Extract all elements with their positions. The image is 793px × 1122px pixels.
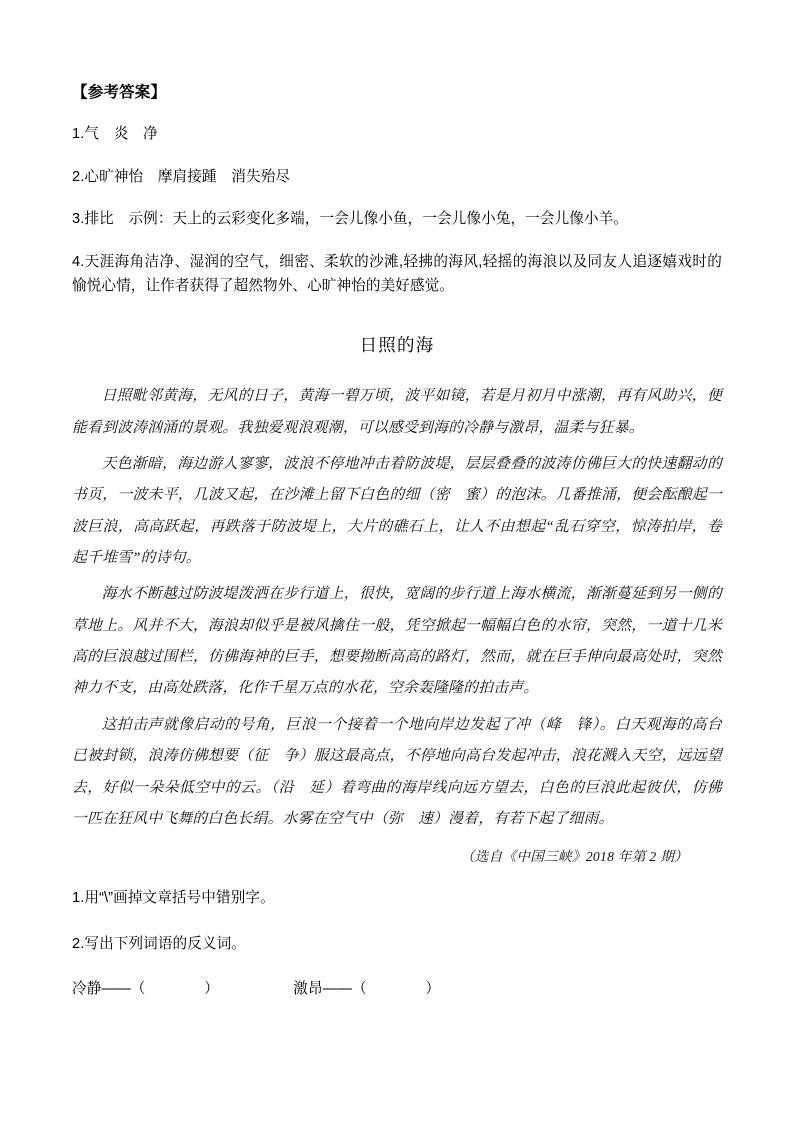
antonym-word-1: 冷静—— <box>72 980 131 997</box>
question-item-2: 2.写出下列词语的反义词。 <box>72 935 247 952</box>
article-title: 日照的海 <box>359 335 435 356</box>
article-paragraph-4: 这拍击声就像启动的号角，巨浪一个接着一个地向岸边发起了冲（峰 锋）。白天观海的高台已被封锁，浪涛仿佛想要（征 争）服这最高点，不停地向高台发起冲击，浪花溅入天空，远远望去，好似一朵朵低空中的云。（沿 延）着弯曲的海岸线向远方望去，白色的巨浪此起彼伏，仿佛一匹在狂风中飞舞的白色长绢。水雾在空气中（弥 速）漫着，有若下起了细雨。 <box>72 716 722 827</box>
answer-item-2: 2.心旷神怡 摩肩接踵 消失殆尽 <box>72 168 291 185</box>
antonym-word-2: 激昂—— <box>293 980 353 997</box>
questions-section <box>72 887 722 1001</box>
answer-item-4: 4.天涯海角洁净、湿润的空气，细密、柔软的沙滩,轻拂的海风,轻摇的海浪以及同友人追逐嬉戏时的愉悦心情，让作者获得了超然物外、心旷神怡的美好感觉。 <box>72 253 722 294</box>
answer-item-3: 3.排比 示例：天上的云彩变化多端，一会儿像小鱼，一会儿像小兔，一会儿像小羊。 <box>72 211 629 228</box>
antonym-pair-2 <box>293 978 440 1001</box>
question-item-1: 1.用“\”画掉文章括号中错别字。 <box>72 890 275 907</box>
article-paragraph-1: 日照毗邻黄海，无风的日子，黄海一碧万顷，波平如镜，若是月初月中涨潮，再有风助兴，便能看到波涛汹涌的景观。我独爱观浪观潮，可以感受到海的冷静与激昂，温柔与狂暴。 <box>72 388 722 436</box>
antonym-blank-2[interactable]: （ ） <box>352 980 441 997</box>
antonym-answer-row <box>72 978 722 1001</box>
page-content <box>72 84 722 1001</box>
article-section <box>72 332 722 865</box>
answer-item-1: 1.气 炎 净 <box>72 126 158 143</box>
answer-key-heading: 【参考答案】 <box>72 84 167 101</box>
antonym-pair-1 <box>72 978 219 1001</box>
article-paragraph-3: 海水不断越过防波堤泼洒在步行道上，很快，宽阔的步行道上海水横流，渐渐蔓延到另一侧的草地上。风并不大，海浪却似乎是被风擒住一般，凭空掀起一幅幅白色的水帘，突然，一道十几米高的巨浪越过围栏，仿佛海神的巨手，想要拗断高高的路灯，然而，就在巨手伸向最高处时，突然神力不支，由高处跌落，化作千星万点的水花，空余轰隆隆的拍击声。 <box>72 586 722 697</box>
article-source-citation: （选自《中国三峡》2018 年第 2 期） <box>460 849 688 865</box>
antonym-blank-1[interactable]: （ ） <box>130 980 219 997</box>
article-paragraph-2: 天色渐暗，海边游人寥寥，波浪不停地冲击着防波堤，层层叠叠的波涛仿佛巨大的快速翻动的书页，一波未平，几波又起，在沙滩上留下白色的细（密 蜜）的泡沫。几番推涌，便会酝酿起一波巨浪，高高跃起，再跌落于防波堤上，大片的礁石上，让人不由想起“乱石穿空，惊涛拍岸，卷起千堆雪”的诗句。 <box>72 455 722 567</box>
answer-key-section <box>72 84 722 298</box>
